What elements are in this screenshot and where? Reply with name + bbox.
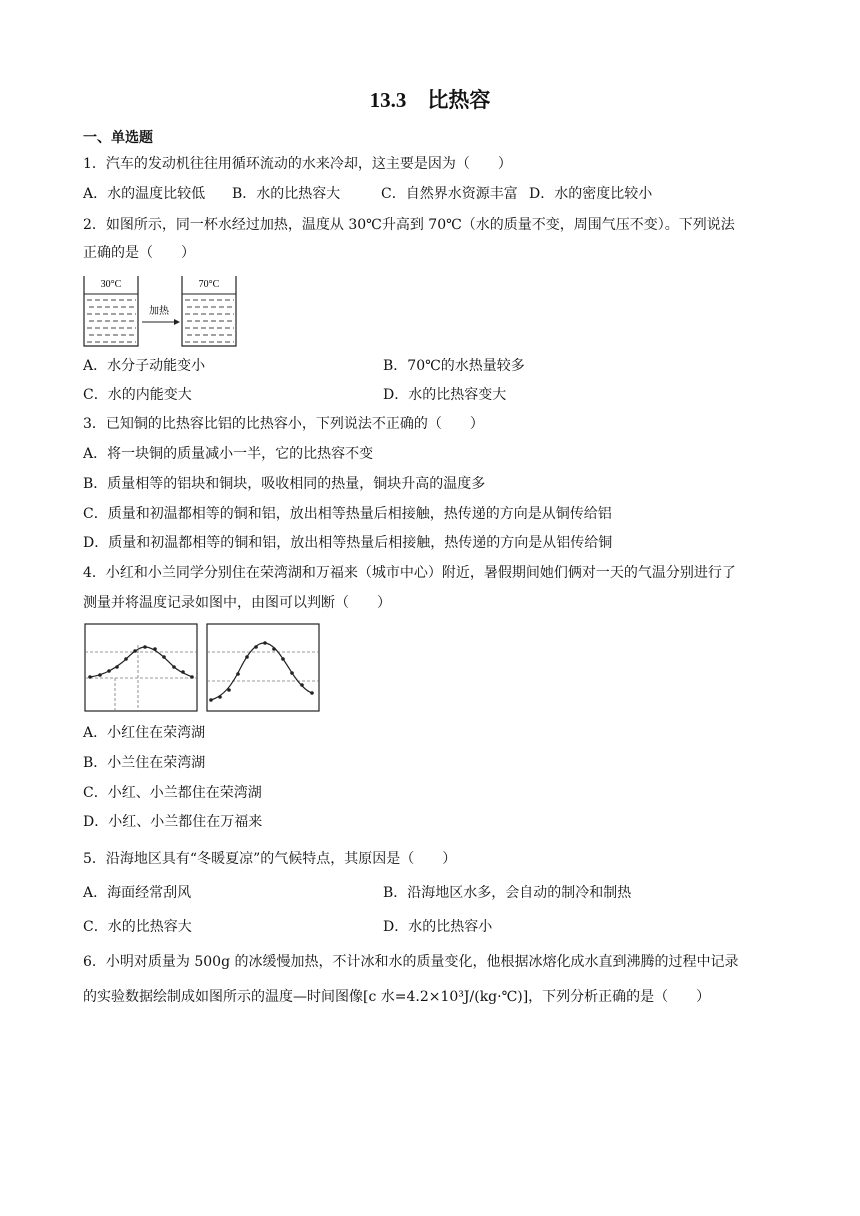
page-title: 13.3 比热容 — [369, 88, 491, 112]
q5-option-b: B．沿海地区水多，会自动的制冷和制热 — [383, 885, 632, 901]
arrow-label: 加热 — [149, 306, 169, 317]
q4-option-b: B．小兰住在荣湾湖 — [83, 755, 206, 771]
q4-option-c: C．小红、小兰都住在荣湾湖 — [83, 785, 262, 801]
right-temperature-graph — [207, 624, 319, 711]
q5-option-c: C．水的比热容大 — [83, 919, 192, 935]
beaker-right-temp-label: 70°C — [198, 279, 220, 290]
q3-option-a: A．将一块铜的质量减小一半，它的比热容不变 — [83, 446, 374, 462]
temperature-curves-figure — [84, 623, 322, 715]
q3-option-c: C．质量和初温都相等的铜和铝，放出相等热量后相接触，热传递的方向是从铜传给铝 — [83, 506, 612, 522]
section-heading: 一、单选题 — [83, 130, 153, 146]
q2-option-a: A．水分子动能变小 — [83, 358, 206, 374]
q1-option-b: B．水的比热容大 — [232, 186, 341, 202]
question-2-stem-line2: 正确的是（ ） — [83, 245, 195, 261]
question-6-stem-line1: 6．小明对质量为 500g 的冰缓慢加热，不计冰和水的质量变化，他根据冰熔化成水直到沸腾的过程中记录 — [83, 954, 739, 970]
q5-option-d: D．水的比热容小 — [383, 919, 493, 935]
q4-option-d: D．小红、小兰都住在万福来 — [83, 814, 263, 830]
q5-option-a: A．海面经常刮风 — [83, 885, 192, 901]
beaker-left-temp-label: 30°C — [100, 279, 122, 290]
q2-option-d: D．水的比热容变大 — [383, 387, 507, 403]
q1-option-a: A．水的温度比较低 — [83, 186, 206, 202]
beaker-70c — [182, 276, 236, 346]
question-4-stem-line1: 4．小红和小兰同学分别住在荣湾湖和万福来（城市中心）附近，暑假期间她们俩对一天的气温分别进行了 — [83, 565, 736, 581]
left-temperature-graph — [85, 624, 197, 711]
q3-option-b: B．质量相等的铝块和铜块，吸收相同的热量，铜块升高的温度多 — [83, 476, 486, 492]
question-4-stem-line2: 测量并将温度记录如图中，由图可以判断（ ） — [83, 595, 391, 611]
beaker-30c — [84, 276, 138, 346]
question-6-stem-line2: 的实验数据绘制成如图所示的温度—时间图像[c 水=4.2×10³J/(kg·℃)]，下列分析正确的是（ ） — [83, 989, 711, 1005]
question-5-stem: 5．沿海地区具有“冬暖夏凉”的气候特点，其原因是（ ） — [83, 851, 457, 867]
q1-option-c: C．自然界水资源丰富 — [381, 186, 518, 202]
beaker-heating-figure — [82, 272, 242, 350]
question-1-options — [83, 184, 783, 204]
question-2-stem-line1: 2．如图所示，同一杯水经过加热，温度从 30℃升高到 70℃（水的质量不变，周围气压不变）。下列说法 — [83, 217, 735, 233]
q2-option-c: C．水的内能变大 — [83, 387, 192, 403]
question-3-stem: 3．已知铜的比热容比铝的比热容小，下列说法不正确的（ ） — [83, 416, 484, 432]
q1-option-d: D．水的密度比较小 — [529, 186, 653, 202]
question-1-stem: 1．汽车的发动机往往用循环流动的水来冷却，这主要是因为（ ） — [83, 156, 512, 172]
q2-option-b: B．70℃的水热量较多 — [383, 358, 525, 374]
heating-arrow — [142, 304, 180, 325]
q3-option-d: D．质量和初温都相等的铜和铝，放出相等热量后相接触，热传递的方向是从铝传给铜 — [83, 535, 613, 551]
q4-option-a: A．小红住在荣湾湖 — [83, 725, 206, 741]
